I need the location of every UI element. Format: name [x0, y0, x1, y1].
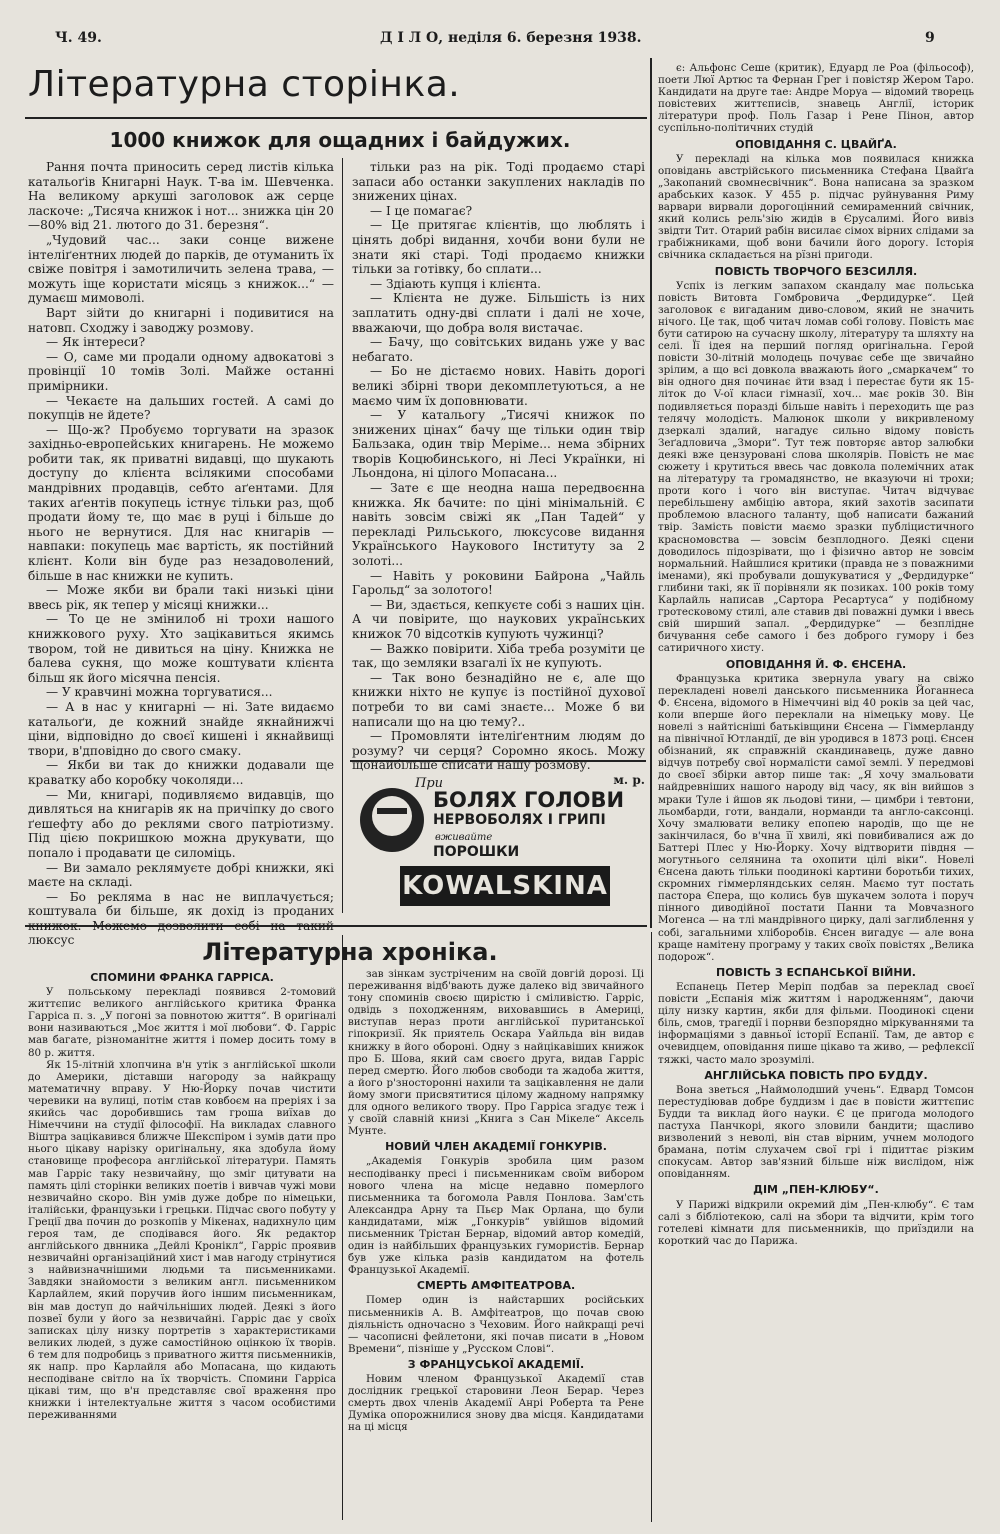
- column-divider: [342, 935, 343, 1520]
- ad-pri: При: [415, 776, 444, 791]
- ad-line1: БОЛЯХ ГОЛОВИ: [433, 788, 625, 812]
- ad-line2: НЕРВОБОЛЯХ І ГРИПІ: [433, 812, 606, 828]
- subsection-heading: СПОМИНИ ФРАНКА ГАРРІСА.: [90, 971, 274, 984]
- ad-powders: ПОРОШКИ: [433, 844, 520, 860]
- paragraph: — Клієнта не дуже. Більшість із них заплатить одну-дві сплати і далі не хоче, вважаючи, що добра воля вистачає.: [352, 291, 645, 335]
- paragraph: — Важко повірити. Хіба треба розуміти це так, що земляки взагалі їх не купують.: [352, 641, 645, 671]
- paragraph: — У кравчині можна торгуватися...: [46, 685, 273, 700]
- paragraph: У перекладі на кілька мов появилася книжка оповідань австрійського письменника Стефана Цвайґа „Закопаний свомнесвічник“. Вона написана за зразком арабських казок. У 455 р. підчас руйнування Риму варвари вирвали дорогоцінний семираменний свічник, який колись рель'зію жидів в Єрусалимі. Його вивіз звідти Тит. Отарий рабін висилає сімох вірних слідами за грабіжниками, щоб вони бачили його дорогу. Історія свічника складається на рїзні пригоди.: [658, 152, 974, 262]
- paragraph: зав зінкам зустріченим на своїй довгій дорозі. Ці переживання відб'вають дуже далеко від звичайного тону споминів своєю щирістю і сміливістю. Гарріс, одвідь з походженням, виховавшись в Америці, виступав нераз проти англійської пуританської гіпокризії. Як приятель Оскара Уайльда він видав книжку в його обороні. Одну з найцікавіших книжок про Б. Шова, який сам своєго друга, видав Гарріс перед смертю. Його любов свободи та жадоба життя, а його р'зносторонні нахили та зацікавлення не дали йому змоги присвятитися цілому жадному напрямку для одного великого твору. Про Гарріса згадує теж і у своїй славній книзі „Книга з Сан Мікеле“ Аксель Мунте.: [348, 968, 644, 1138]
- paragraph: — Це притягає клієнтів, що люблять і цінять добрі видання, хочби вони були не знати які старі. Тоді продаємо книжки тільки за готівку, бо сплати...: [352, 218, 645, 277]
- paragraph: Вона зветься „Наймолодший учень“. Едвард Томсон перестудіював добре буддизм і дає в повісти життєпис Будди та виклад його науки. Є це пригода молодого пастуха Панчкорі, якого зловили бандити; щасливо визволений з неволі, він став вірним, учнем молодого брамана, потім слухачем свої грі і підиттає різким спокусам. Автор зав'язний більше ніж вислідом, ніж оповіданням.: [658, 1083, 974, 1181]
- subsection-heading: ОПОВІДАННЯ Й. Ф. ЄНСЕНА.: [725, 657, 907, 671]
- right-column: [658, 62, 974, 1522]
- paragraph: — Чекаєте на дальших гостей. А самі до покупців не йдете?: [28, 393, 334, 423]
- page-header: [55, 30, 935, 52]
- paragraph: є: Альфонс Сеше (критик), Едуард ле Роа (фільософ), поети Люї Артюс та Фернан Грег і повістяр Жером Таро. Кандидати на друге тае: Андре Моруа — відомий творець повістевих життєписів, знавець Англії, історик літератури проф. Поль Газар і Рене Пінон, автор суспільно-політичних студій: [658, 62, 974, 135]
- column-divider: [650, 58, 652, 928]
- paragraph: — Промовляти інтеліґентним людям до розуму? чи серця? Соромно якось. Можу щонайбільше списати нашу розмову.: [352, 729, 645, 773]
- paragraph: — Зате є ще неодна наша передвоєнна книжка. Як бачите: по ціні мінімальній. Є навіть зовсім свіжі як „Пан Тадей“ у перекладі Рильського, люксусове видання Українського Наукового Інституту за 2 золоті...: [352, 481, 645, 569]
- title-underline: [25, 117, 647, 119]
- chronicle-title: Літературна хроніка.: [202, 938, 498, 966]
- paragraph: — То це не змінилоб ні трохи нашого книжкового руху. Хто зацікавиться якимсь твором, той не дивиться на ціну. Книжка не балева сукня, що може коштувати клієнта більш як його місячна пенсія.: [28, 612, 334, 685]
- paragraph: — Може якби ви брали такі низькі ціни ввесь рік, як тепер у місяці книжки...: [28, 583, 334, 612]
- subsection-heading: СМЕРТЬ АМФІТЕАТРОВА.: [416, 1279, 576, 1293]
- subsection-heading: ДІМ „ПЕН-КЛЮБУ“.: [753, 1183, 879, 1197]
- paragraph: — О, саме ми продали одному адвокатові з провінції 10 томів Золі. Майже останні примірники.: [28, 349, 334, 393]
- ad-brand: KOWALSKINA: [400, 866, 610, 906]
- paragraph: — Бо не дістаємо нових. Навіть дорогі великі збірні твори декомплетуються, а не маємо чим їх доповнювати.: [352, 364, 645, 408]
- paragraph: Французька критика звернула увагу на свіжо перекладені новелі данського письменника Йоганнеса Ф. Єнсена, відомого в Німеччині від 40 років за цей час, коли вперше його переклали на німецьку мову. Це новелі з найтісніші батьківщини Єнсена — Гіммерланду на північної Ютландії, де він уродився в 1873 році. Єнсен обізнаний, як справжній скандинавець, дуже давно відчув потребу свої нормалісти самої землі. У передмові до своєї збірки автор пише так: „Я хочу змальовати найдревніших нашого народу від часу, як він вийшов з мраки Туле і йшов як льодові тини, — цимбри і тевтони, льомбарди, готи, вандали, норманди та англо-саксонці. Хочу змалювати велику епопею народів, що ще не закінчилася, бо в'чна її хвилі, які повибивалися аж до Баттері Плес у Ню-Йорку. Хочу відтворити півдня — могутнього селянина та охопити цілі віки“. Новелі Єнсена дають тільки поодинокі картини боротьби тихих, скромних гіммерляндських селян. Маємо тут постать пастора Єпера, що колись був шукачем золота і поруч пінного диводійної постати Панни та Мовчазного Могенса — на тлі мандрівного цирку, далі заглиблення у собі, загальними хліборобів. Єнсен вигадує — але вона краще намітену програму у таких своїх повістях „Велика подорож“.: [658, 672, 974, 963]
- article-title: 1000 книжок для ощадних і байдужих.: [109, 128, 571, 152]
- paragraph: — Якби ви так до книжки додавали ще краватку або коробку чоколяди...: [28, 758, 334, 787]
- paragraph: „Чудовий час... заки сонце вижене інтеліґентних людей до парків, де отуманить їх свіже повітря і замотиличить зелена трава, — можуть іще користати місяць з книжок...“ — думаєш мимоволі.: [28, 232, 334, 306]
- article-column-1: [28, 160, 334, 948]
- paragraph: Варт зійти до книгарні і подивитися на натовп. Сходжу і заводжу розмову.: [28, 305, 334, 335]
- paragraph: — Ви, здається, кепкуєте собі з наших цін. А чи повірите, що наукових українських книжок 70 відсотків купують чужинці?: [352, 597, 645, 641]
- kowalskina-advertisement: [355, 774, 640, 914]
- paragraph: Рання почта приносить серед листів кілька катальоґів Книгарні Наук. Т-ва ім. Шевченка. На великому аркуші заголовок аж серце ласкоче: „Тисяча книжок і нот... знижка цін 20—80% від 21. лютого до 31. березня“.: [28, 160, 334, 233]
- paragraph: Новим членом Французької Академії став дослідник грецької старовини Леон Берар. Через смерть двох членів Академії Анрі Роберта та Рене Думіка опорожнилися знову два місця. Кандидатами на ці місця: [348, 1373, 644, 1434]
- paragraph: — Бо рекляма в нас не виплачується; коштувала би більше, як дохід із проданих книжок. Можемо дозволити собі на такий люксус: [28, 889, 334, 948]
- paragraph: — Навіть у роковини Байрона „Чайль Гарольд“ за золотого!: [352, 568, 645, 598]
- paragraph: У польському перекладі появився 2-томовий життєпис великого англійського критика Франка Гарріса п. з. „У погоні за повнотою життя“. В оригіналі вони називаються „Моє життя і мої любови“. Ф. Гарріс мав багате, різноманітне життя і помер досить тому в 80 р. життя.: [28, 986, 336, 1059]
- subsection-heading: НОВИЙ ЧЛЕН АКАДЕМІЇ ГОНКУРІВ.: [385, 1140, 607, 1154]
- paragraph: Помер один із найстарших російських письменників А. В. Амфітеатров, що почав свою діяльність одночасно з Чеховим. Його найкращі речі — часописні фейлетони, які почав писати в „Новом Времени“, пізніше у „Русском Слові“.: [348, 1294, 644, 1355]
- paragraph: — Як інтереси?: [46, 335, 146, 350]
- subsection-heading: ОПОВІДАННЯ С. ЦВАЙҐА.: [735, 137, 897, 151]
- chronicle-column-2: [348, 968, 644, 1520]
- article-column-2: [352, 160, 645, 787]
- chronicle-column-1: [28, 968, 336, 1520]
- paragraph: — У катальогу „Тисячі книжок по знижених цінах“ бачу ще тільки один твір Бальзака, один твір Меріме... нема збірних творів Коцюбинського, ні Лесі Українки, ні Льондона, ні цілого Мопасана...: [352, 408, 645, 481]
- subsection-heading: ПОВІСТЬ З ЕСПАНСЬКОЇ ВІЙНИ.: [716, 965, 916, 979]
- headache-figure-icon: [357, 778, 427, 868]
- issue-number: Ч. 49.: [55, 30, 102, 46]
- ad-use: вживайте: [435, 832, 493, 843]
- section-title: Літературна сторінка.: [28, 64, 461, 105]
- paragraph: — Так воно безнадійно не є, але що книжки ніхто не купує із постійної духової потреби то ви самі знаєте... Може б ви написали що на цю тему?..: [352, 670, 645, 729]
- paragraph: Еспанець Петер Меріп подбав за переклад своєї повісти „Еспанія між життям і народженням“, даючи цілу низку картин, якби для фільми. Поодинокі сцени біль, смов, трагедії і порнви безпорядно міркуваннями та інформаціями з давньої історії Еспанії. Там, де автор є очевидцем, оповідання пише цікаво та живо, — рефлексії тяжкі, часто мало зрозумілі.: [658, 980, 974, 1066]
- paragraph: „Академія Гонкурів зробила цим разом несподіванку пресі і письменникам своїм вибором нового члена на місце недавно померлого письменника та богомола Равля Понлова. Зам'сть Александра Арну та Пьєр Мак Орлана, що були кандидатами, між „Гонкурів“ увійшов відомий письменник Трістан Бернар, відомий автор комедій, один із найбільших французьких гумористів. Бернар був уже кілька разів кандидатом на фотель Французької Академії.: [348, 1155, 644, 1277]
- newspaper-masthead: Д І Л О, неділя 6. березня 1938.: [380, 30, 642, 46]
- subsection-heading: ПОВІСТЬ ТВОРЧОГО БЕЗСИЛЛЯ.: [714, 264, 918, 278]
- paragraph: — А в нас у книгарні — ні. Зате видаємо катальоґи, де кожний знайде якнайнижчі ціни, відповідно до своєї кишені і якнайвищі твори, в'дповідно до свого смаку.: [28, 699, 334, 758]
- paragraph: Успіх із легким запахом скандалу має польська повість Витовта Гомбровича „Фердидурке“. Цей заголовок є вигаданим диво-словом, який не значить нічого. Це так, щоб читач ломав собі голову. Повість має бути сатирою на сучасну школу, літературу та шляхту на селі. Її ідея на перший погляд оригінальна. Герой повісти 30-літній молодець почуває себе ще звичайно зрілим, а що всі довкола вважають його „смаркачем“ то він одного дня починає йти взад і перестає бути як 15-літок до V-ої класи гімназії, хоч... має років 30. Він подивляється поразді більше навіть і переходить ще раз телячу молодість. Малюнок школи у викривленому дзеркалі здалий, нагадує сильно відому повість Зеґадловича „Змори“. Тут теж повторяє автор залюбки деякі вже цензуровані слова школярів. Повість не має сюжету і крутиться ввесь час довкола полемічних атак на літературу та громадянство, не вказуючи ні трохи; проти кого і чого він виступає. Читач відчуває перебільшену амбіцію автора, який захотів засипати проблемою власного таланту, щоб написати бажаний твір. Замість повісти маємо зразки публіцистичного красномовства — зовсім безплодного. Деякі сцени доводилось підозрівати, що і фізично автор не зовсім нормальний. Найшлися критики (правда не з поважними іменами), які пробували дошукуватися у „Фердидурке“ глибини такі, як її порівняли як позиках. 100 років тому Карлайль написав „Сартора Ресартуса“ у подібному гротесковому стилі, але ставив дві поважні думки і ввесь свій ширший запал. „Фердидурке“ — безплідне бичування себе самого і без доброго гумору і без сатиричного хисту.: [658, 279, 974, 655]
- paragraph: — Що-ж? Пробуємо торгувати на зразок західньо-европейських книгарень. Не можемо робити так, як приватні видавці, що шукають доступу до клієнта всілякими способами мандрівних продавців, себто аґентами. Для таких аґентів покупець істнує тільки раз, щоб продати йому те, що має в руці і більше до нього не вернутися. Для нас книгарів — навпаки: покупець має вартість, як постійний клієнт. Коли він буде раз незадоволений, більше в нас книжки не купить.: [28, 422, 334, 583]
- paragraph: тільки раз на рік. Тоді продаємо старі запаси або останки закуплених накладів по знижених цінах.: [352, 160, 645, 204]
- paragraph: — І це помагає?: [370, 203, 473, 218]
- page-number: 9: [925, 30, 935, 46]
- paragraph: — Ви замало реклямуєте добрі книжки, які маєте на складі.: [28, 860, 334, 890]
- subsection-heading: АНГЛІЙСЬКА ПОВІСТЬ ПРО БУДДУ.: [704, 1068, 928, 1082]
- article-signature: м. р.: [613, 772, 645, 787]
- subsection-heading: З ФРАНЦУСЬКОЇ АКАДЕМІЇ.: [407, 1357, 585, 1371]
- paragraph: У Парижі відкрили окремий дім „Пен-клюбу“. Є там салі з бібліотекою, салі на збори та відчити, крім того готелеві кімнати для письменників, що приїздили на короткий час до Парижа.: [658, 1198, 974, 1247]
- column-divider: [342, 158, 343, 913]
- paragraph: — Ми, книгарі, подивляємо видавців, що дивляться на книгарів як на причіпку до свого ґешефту або до реклями свого патріотизму. Під цією покришкою можна друкувати, що попало і продавати це силоміць.: [28, 787, 334, 860]
- paragraph: — Здіають купця і клієнта.: [370, 276, 542, 291]
- paragraph: — Бачу, що совітських видань уже у вас небагато.: [352, 335, 645, 364]
- column-divider: [651, 932, 652, 1522]
- paragraph: Як 15-літній хлопчина в'н утік з англійської школи до Америки, діставши нагороду за найкращу математичну вправу. У Ню-Йорку почав чистити черевики на вулиці, потім став ковбоєм на преріях і за якийсь час доробившись там гроша виїхав до Німеччини на студії філософії. На викладах славного Віштра зацікавився ближче Шекспіром і зумів дати про нього цікаву нарізку оригінальну, яка здобула йому становище професора англійської літератури. Память мав Гарріс таку незвичайну, що зміг цитувати на память цілі сторінки великих поетів і вивчав чужі мови незвичайно скоро. Він умів дуже добре по німецьки, італійськи, французьки і грецьки. Підчас свого побуту у Греції два почин до розкопів у Мікенах, надихнуло цим героя там, де сподівався його. Як редактор англійського двнника „Дейлі Кронікл“, Гарріс проявив незвичайні організаційний хист і мав нагоду стрінутися з найвизначнішими людьми та письменниками. Завдяки знайомости з великим англ. письменником Карлайлем, який поручив його іншим письменникам, він мав доступ до найчільніших людей. Деякі з його позвеї були у його за незвичайні. Гарріс дає у своїх записках цілу низку портретів з характеристиками великих людей, з дуже самостійною оцінкою їх творів. 6 тем для подробиць з приватного життя письменників, як напр. про Карлайля або Мопасана, що кидають несподіване світло на їх творчість. Спомини Гарріса цікаві тим, що в'н представляє свої враження про книжки і інтелектуальне життя з часом особистими переживаннями: [28, 1058, 336, 1422]
